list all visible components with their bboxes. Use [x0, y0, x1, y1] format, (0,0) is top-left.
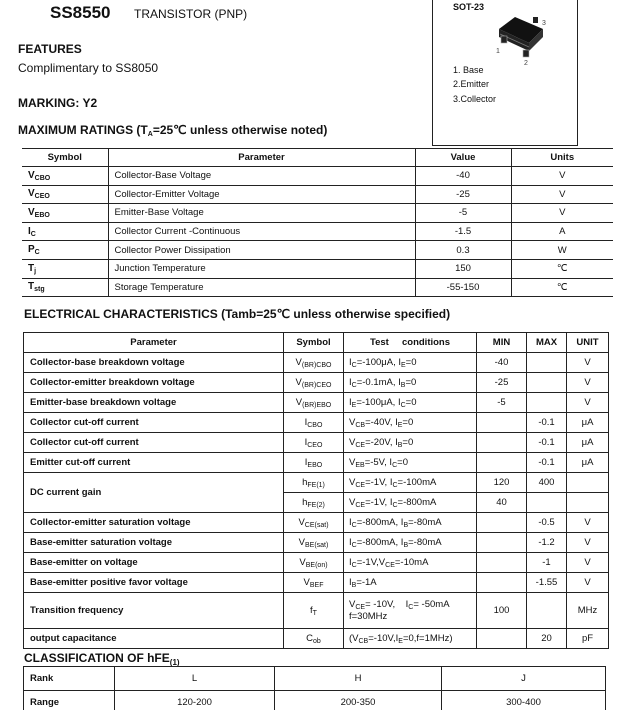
min-cell [477, 453, 527, 473]
electrical-heading: ELECTRICAL CHARACTERISTICS (Tamb=25℃ unless otherwise specified) [24, 307, 451, 321]
test-condition-cell: $V_{CB}=-40V$, $I_E=0$ [344, 413, 477, 433]
symbol-cell: $I_{CEO}$ [284, 433, 344, 453]
rank-h: H [275, 667, 442, 691]
symbol-cell: $V_{(BR)CEO}$ [284, 373, 344, 393]
parameter-cell: Storage Temperature [108, 278, 415, 297]
rank-row [24, 667, 606, 691]
parameter-cell: DC current gain [24, 473, 284, 513]
range-row [24, 691, 606, 710]
min-cell [477, 553, 527, 573]
max-ratings-table [22, 148, 613, 297]
symbol-cell: $V_{BE(sat)}$ [284, 533, 344, 553]
max-cell: -0.1 [527, 453, 567, 473]
min-cell [477, 533, 527, 553]
parameter-cell: Collector-Base Voltage [108, 167, 415, 186]
unit-cell: V [511, 185, 613, 204]
features-heading: FEATURES [18, 42, 82, 56]
marking-label: MARKING: Y2 [18, 96, 98, 110]
parameter-cell: Emitter-Base Voltage [108, 204, 415, 223]
parameter-cell: Collector-base breakdown voltage [24, 353, 284, 373]
unit-cell: μA [567, 433, 609, 453]
min-cell: 40 [477, 493, 527, 513]
symbol-cell: $V_{EBO}$ [22, 204, 108, 223]
min-cell [477, 629, 527, 649]
parameter-cell: Base-emitter on voltage [24, 553, 284, 573]
unit-cell: V [567, 373, 609, 393]
value-cell: -55-150 [415, 278, 511, 297]
unit-cell: V [567, 393, 609, 413]
unit-cell: V [567, 553, 609, 573]
table-row [22, 241, 613, 260]
col-parameter: Parameter [24, 333, 284, 353]
symbol-cell: $P_C$ [22, 241, 108, 260]
test-condition-cell: $I_C=-0.1mA$, $I_B=0$ [344, 373, 477, 393]
table-row [24, 433, 609, 453]
unit-cell: μA [567, 413, 609, 433]
test-condition-cell: $I_C=-1V,V_{CE}=-10mA$ [344, 553, 477, 573]
parameter-cell: Base-emitter positive favor voltage [24, 573, 284, 593]
test-condition-cell: $I_E=-100\mu A$, $I_C=0$ [344, 393, 477, 413]
unit-cell: pF [567, 629, 609, 649]
pin-2-label: 2 [524, 60, 528, 67]
unit-cell: μA [567, 453, 609, 473]
min-cell [477, 513, 527, 533]
table-row [22, 167, 613, 186]
parameter-cell: Collector Current -Continuous [108, 222, 415, 241]
table-row [24, 393, 609, 413]
symbol-cell: $T_{stg}$ [22, 278, 108, 297]
pin-3-label: 3 [542, 20, 546, 27]
range-label: Range [24, 691, 115, 710]
table-row [22, 278, 613, 297]
parameter-cell: Junction Temperature [108, 259, 415, 278]
min-cell: 120 [477, 473, 527, 493]
max-ratings-heading: MAXIMUM RATINGS ($T_A=25℃$ unless otherwise noted) [18, 123, 328, 138]
table-row [24, 553, 609, 573]
parameter-cell: Emitter-base breakdown voltage [24, 393, 284, 413]
rank-l: L [115, 667, 275, 691]
part-number: SS8550 [50, 3, 111, 22]
min-cell [477, 573, 527, 593]
unit-cell: V [567, 533, 609, 553]
col-test-conditions: Test conditions [344, 333, 477, 353]
parameter-cell: Transition frequency [24, 593, 284, 629]
col-symbol: Symbol [284, 333, 344, 353]
unit-cell: W [511, 241, 613, 260]
max-cell: 20 [527, 629, 567, 649]
col-symbol: Symbol [22, 149, 108, 167]
range-l: 120-200 [115, 691, 275, 710]
unit-cell: ℃ [511, 278, 613, 297]
symbol-cell: $T_j$ [22, 259, 108, 278]
package-title: SOT-23 [453, 2, 485, 12]
classification-heading: CLASSIFICATION OF hFE$_{(1)}$ [24, 651, 180, 667]
test-condition-cell: $(V_{CB}=-10V,I_E=0,f=1MHz)$ [344, 629, 477, 649]
symbol-cell: $V_{BEF}$ [284, 573, 344, 593]
parameter-cell: Collector-emitter saturation voltage [24, 513, 284, 533]
symbol-cell: $h_{FE(2)}$ [284, 493, 344, 513]
range-j: 300-400 [442, 691, 606, 710]
value-cell: -5 [415, 204, 511, 223]
test-condition-cell: $V_{CE}= -10V$, $I_C= -50mA$ f=30MHz [344, 593, 477, 629]
parameter-cell: Emitter cut-off current [24, 453, 284, 473]
symbol-cell: $h_{FE(1)}$ [284, 473, 344, 493]
max-cell: -0.1 [527, 433, 567, 453]
table-header-row [22, 149, 613, 167]
parameter-cell: Collector cut-off current [24, 433, 284, 453]
test-condition-cell: $I_C=-800mA$, $I_B=-80mA$ [344, 533, 477, 553]
parameter-cell: Collector-emitter breakdown voltage [24, 373, 284, 393]
symbol-cell: $C_{ob}$ [284, 629, 344, 649]
unit-cell: V [511, 167, 613, 186]
package-box [432, 0, 578, 146]
range-h: 200-350 [275, 691, 442, 710]
table-row [24, 413, 609, 433]
min-cell [477, 433, 527, 453]
table-row [24, 533, 609, 553]
pin-1-label: 1 [496, 48, 500, 55]
symbol-cell: $I_{EBO}$ [284, 453, 344, 473]
max-cell: -1.55 [527, 573, 567, 593]
test-condition-cell: $V_{CE}=-1V$, $I_C=-100mA$ [344, 473, 477, 493]
parameter-cell: Collector cut-off current [24, 413, 284, 433]
parameter-cell: Base-emitter saturation voltage [24, 533, 284, 553]
rank-j: J [442, 667, 606, 691]
max-cell [527, 353, 567, 373]
value-cell: -40 [415, 167, 511, 186]
max-cell: 400 [527, 473, 567, 493]
parameter-cell: Collector-Emitter Voltage [108, 185, 415, 204]
part-description: TRANSISTOR (PNP) [134, 7, 248, 21]
symbol-cell: $f_T$ [284, 593, 344, 629]
table-row [22, 222, 613, 241]
symbol-cell: $V_{BE(on)}$ [284, 553, 344, 573]
symbol-cell: $V_{CE(sat)}$ [284, 513, 344, 533]
max-cell [527, 493, 567, 513]
pin-base: 1. Base [453, 65, 484, 75]
parameter-cell: Collector Power Dissipation [108, 241, 415, 260]
unit-cell: V [567, 513, 609, 533]
table-row [24, 473, 609, 493]
test-condition-cell: $I_B=-1A$ [344, 573, 477, 593]
test-condition-cell: $V_{EB}=-5V$, $I_C=0$ [344, 453, 477, 473]
symbol-cell: $V_{(BR)CBO}$ [284, 353, 344, 373]
electrical-characteristics-table [23, 332, 609, 649]
test-condition-cell: $I_C=-100\mu A$, $I_E=0$ [344, 353, 477, 373]
max-cell: -1 [527, 553, 567, 573]
unit-cell: MHz [567, 593, 609, 629]
max-cell: -1.2 [527, 533, 567, 553]
test-condition-cell: $V_{CE}=-1V$, $I_C=-800mA$ [344, 493, 477, 513]
classification-table [23, 666, 606, 710]
col-unit: UNIT [567, 333, 609, 353]
symbol-cell: $V_{CBO}$ [22, 167, 108, 186]
table-row [22, 204, 613, 223]
table-row [24, 353, 609, 373]
col-min: MIN [477, 333, 527, 353]
features-text: Complimentary to SS8050 [18, 61, 159, 75]
value-cell: -25 [415, 185, 511, 204]
col-value: Value [415, 149, 511, 167]
symbol-cell: $I_{CBO}$ [284, 413, 344, 433]
unit-cell: A [511, 222, 613, 241]
table-row [24, 373, 609, 393]
unit-cell: ℃ [511, 259, 613, 278]
symbol-cell: $I_C$ [22, 222, 108, 241]
min-cell: 100 [477, 593, 527, 629]
max-cell [527, 593, 567, 629]
unit-cell [567, 473, 609, 493]
rank-label: Rank [24, 667, 115, 691]
sot23-package-icon [493, 11, 563, 69]
symbol-cell: $V_{CEO}$ [22, 185, 108, 204]
unit-cell: V [567, 573, 609, 593]
min-cell [477, 413, 527, 433]
table-header-row [24, 333, 609, 353]
table-row [24, 453, 609, 473]
value-cell: -1.5 [415, 222, 511, 241]
table-row [24, 573, 609, 593]
max-cell [527, 393, 567, 413]
symbol-cell: $V_{(BR)EBO}$ [284, 393, 344, 413]
unit-cell [567, 493, 609, 513]
value-cell: 150 [415, 259, 511, 278]
table-row [24, 513, 609, 533]
table-row [24, 593, 609, 629]
table-row [24, 629, 609, 649]
table-row [22, 259, 613, 278]
value-cell: 0.3 [415, 241, 511, 260]
min-cell: -40 [477, 353, 527, 373]
col-units: Units [511, 149, 613, 167]
unit-cell: V [567, 353, 609, 373]
table-row [22, 185, 613, 204]
test-condition-cell: $I_C=-800mA$, $I_B=-80mA$ [344, 513, 477, 533]
max-cell: -0.5 [527, 513, 567, 533]
parameter-cell: output capacitance [24, 629, 284, 649]
max-cell: -0.1 [527, 413, 567, 433]
col-parameter: Parameter [108, 149, 415, 167]
test-condition-cell: $V_{CE}=-20V$, $I_B=0$ [344, 433, 477, 453]
pin-collector: 3.Collector [453, 94, 497, 104]
max-cell [527, 373, 567, 393]
min-cell: -5 [477, 393, 527, 413]
col-max: MAX [527, 333, 567, 353]
min-cell: -25 [477, 373, 527, 393]
unit-cell: V [511, 204, 613, 223]
pin-emitter: 2.Emitter [453, 79, 490, 89]
